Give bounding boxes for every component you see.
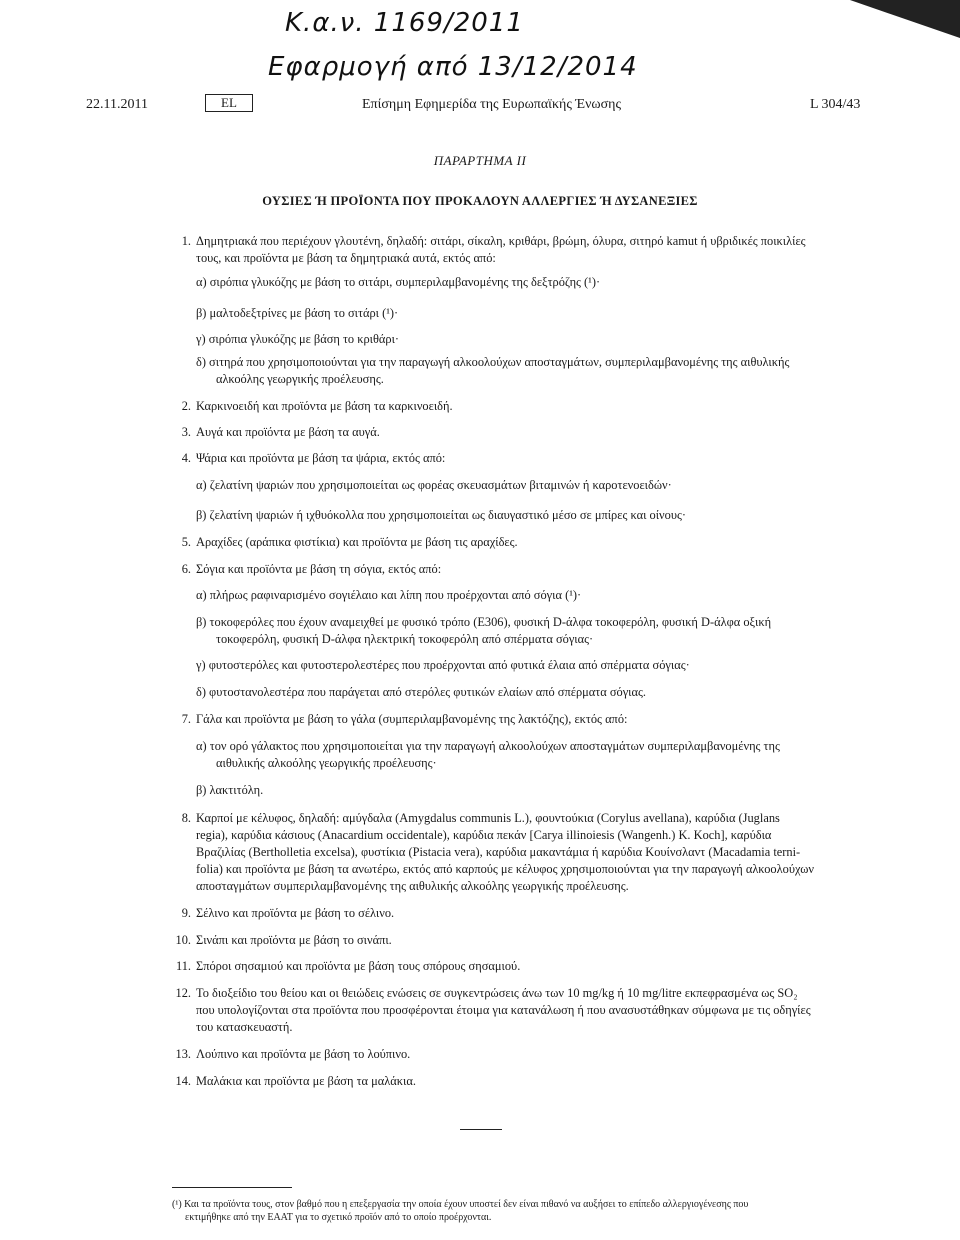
item-number: 7. xyxy=(181,712,191,726)
handwritten-regulation-note: Κ.α.ν. 1169/2011 xyxy=(285,8,524,38)
item-text: Καρποί με κέλυφος, δηλαδή: αμύγδαλα (Amygdalus communis L.), φουντούκια (Corylus avellana), καρύδια (Juglans xyxy=(196,811,780,825)
footnote-text: (¹) Και τα προϊόντα τους, στον βαθμό που η επεξεργασία την οποία έχουν υποστεί δεν είναι πιθανό να αυξήσει το επίπεδο αλλεργιογένεσης που xyxy=(172,1199,749,1210)
item-text: Σέλινο και προϊόντα με βάση το σέλινο. xyxy=(196,906,395,920)
item-number: 8. xyxy=(181,811,191,825)
item-number: 2. xyxy=(181,399,191,413)
sub-item: δ) σιτηρά που χρησιμοποιούνται για την παραγωγή αλκοολούχων αποσταγμάτων, συμπεριλαμβανομένης της αιθυλικής xyxy=(196,355,790,369)
sub-item: β) λακτιτόλη. xyxy=(196,783,264,797)
item-text: Καρκινοειδή και προϊόντα με βάση τα καρκινοειδή. xyxy=(196,399,453,413)
item-number: 3. xyxy=(181,425,191,439)
item-text: Το διοξείδιο του θείου και οι θειώδεις ενώσεις σε συγκεντρώσεις άνω των 10 mg/kg ή 10 mg/litre εκπεφρασμένα ως SO₂ xyxy=(196,986,798,1000)
item-number: 13. xyxy=(175,1047,191,1061)
item-text: Σινάπι και προϊόντα με βάση το σινάπι. xyxy=(196,933,392,947)
item-number: 10. xyxy=(175,933,191,947)
item-number: 12. xyxy=(175,986,191,1000)
journal-title: Επίσημη Εφημερίδα της Ευρωπαϊκής Ένωσης xyxy=(362,97,622,112)
sub-item: β) μαλτοδεξτρίνες με βάση το σιτάρι (¹)· xyxy=(196,306,399,320)
page-reference: L 304/43 xyxy=(810,97,861,112)
item-number: 14. xyxy=(175,1074,191,1088)
section-separator xyxy=(460,1129,502,1130)
sub-item: β) τοκοφερόλες που έχουν αναμειχθεί με φυσικό τρόπο (E306), φυσική D-άλφα τοκοφερόλη, φυσική D-άλφα οξική xyxy=(196,615,772,629)
sub-item: α) τον ορό γάλακτος που χρησιμοποιείται για την παραγωγή αλκοολούχων αποσταγμάτων συμπεριλαμβανομένης της xyxy=(196,739,780,753)
sub-item: α) σιρόπια γλυκόζης με βάση το σιτάρι, συμπεριλαμβανομένης της δεξτρόζης (¹)· xyxy=(196,275,601,289)
sub-item: α) πλήρως ραφιναρισμένο σογιέλαιο και λίπη που προέρχονται από σόγια (¹)· xyxy=(196,588,582,602)
item-text: Λούπινο και προϊόντα με βάση το λούπινο. xyxy=(196,1047,411,1061)
item-text: που υπολογίζονται στα προϊόντα που προσφέρονται έτοιμα για κατανάλωση ή που ανασυστάθηκαν σύμφωνα με τις οδηγίες xyxy=(196,1003,811,1017)
sub-item: αιθυλικής αλκοόλης γεωργικής προέλευσης· xyxy=(216,756,437,770)
item-number: 6. xyxy=(181,562,191,576)
item-text: του κατασκευαστή. xyxy=(196,1020,293,1034)
scan-corner-mark xyxy=(850,0,960,38)
sub-item: α) ζελατίνη ψαριών που χρησιμοποιείται ως φορέας σκευασμάτων βιταμινών ή καροτενοειδών· xyxy=(196,478,672,492)
item-text: Δημητριακά που περιέχουν γλουτένη, δηλαδή: σιτάρι, σίκαλη, κριθάρι, βρώμη, όλυρα, σιτηρό kamut ή υβριδικές ποικιλίες xyxy=(196,234,806,248)
footnote-text: εκτιμήθηκε από την ΕΑΑΤ για το σχετικό προϊόν από το οποίο προέρχονται. xyxy=(185,1212,492,1223)
item-text: folia) και προϊόντα με βάση τα ανωτέρω, εκτός από καρπούς με κέλυφος χρησιμοποιούνται για την παραγωγή αλκοολούχων xyxy=(196,862,814,876)
item-text: Ψάρια και προϊόντα με βάση τα ψάρια, εκτός από: xyxy=(196,451,446,465)
item-number: 5. xyxy=(181,535,191,549)
item-text: Αυγά και προϊόντα με βάση τα αυγά. xyxy=(196,425,380,439)
language-box: EL xyxy=(205,94,253,112)
annex-subtitle: ΟΥΣΙΕΣ Ή ΠΡΟΪΟΝΤΑ ΠΟΥ ΠΡΟΚΑΛΟΥΝ ΑΛΛΕΡΓΙΕΣ Ή ΔΥΣΑΝΕΞΙΕΣ xyxy=(262,194,698,208)
item-text: Μαλάκια και προϊόντα με βάση τα μαλάκια. xyxy=(196,1074,416,1088)
item-text: Αραχίδες (αράπικα φιστίκια) και προϊόντα με βάση τις αραχίδες. xyxy=(196,535,518,549)
sub-item: γ) σιρόπια γλυκόζης με βάση το κριθάρι· xyxy=(196,332,400,346)
item-number: 9. xyxy=(181,906,191,920)
footnote-rule xyxy=(172,1187,292,1188)
item-text: αποσταγμάτων συμπεριλαμβανομένης της αιθυλικής αλκοόλης γεωργικής προέλευσης. xyxy=(196,879,629,893)
sub-item: αλκοόλης γεωργικής προέλευσης. xyxy=(216,372,384,386)
item-text: Γάλα και προϊόντα με βάση το γάλα (συμπεριλαμβανομένης της λακτόζης), εκτός από: xyxy=(196,712,628,726)
item-text: τους, και προϊόντα με βάση τα δημητριακά αυτά, εκτός από: xyxy=(196,251,496,265)
item-text: regia), καρύδια κάσιους (Anacardium occidentale), καρύδια πεκάν [Carya illinoiesis (Wangenh.) K. Koch], καρύδια xyxy=(196,828,772,842)
item-number: 4. xyxy=(181,451,191,465)
sub-item: γ) φυτοστερόλες και φυτοστερολεστέρες που προέρχονται από φυτικά έλαια από σπέρματα σόγιας· xyxy=(196,658,690,672)
sub-item: β) ζελατίνη ψαριών ή ιχθυόκολλα που χρησιμοποιείται ως διαυγαστικό μέσο σε μπίρες και οίνους· xyxy=(196,508,686,522)
sub-item: τοκοφερόλη, φυσική D-άλφα ηλεκτρική τοκοφερόλη από σπέρματα σόγιας· xyxy=(216,632,594,646)
item-number: 11. xyxy=(175,959,191,973)
annex-title: ΠΑΡΑΡΤΗΜΑ II xyxy=(433,153,527,168)
handwritten-application-date: Εφαρμογή από 13/12/2014 xyxy=(268,52,638,82)
item-text: Σπόροι σησαμιού και προϊόντα με βάση τους σπόρους σησαμιού. xyxy=(196,959,521,973)
item-text: Σόγια και προϊόντα με βάση τη σόγια, εκτός από: xyxy=(196,562,442,576)
sub-item: δ) φυτοστανολεστέρα που παράγεται από στερόλες φυτικών ελαίων από σπέρματα σόγιας. xyxy=(196,685,647,699)
item-text: Βραζιλίας (Bertholletia excelsa), φυστίκια (Pistacia vera), καρύδια μακαντάμια ή καρύδια Κουίνσλαντ (Macadamia terni- xyxy=(196,845,801,859)
item-number: 1. xyxy=(181,234,191,248)
publication-date: 22.11.2011 xyxy=(86,97,148,112)
